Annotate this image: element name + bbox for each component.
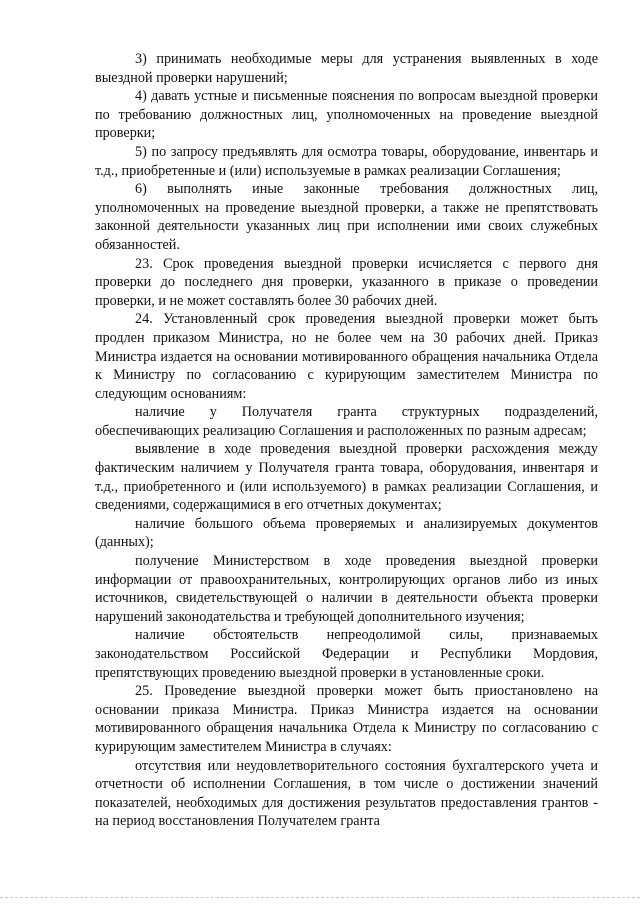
paragraph-clause-25: 25. Проведение выездной проверки может быть приостановлено на основании приказа Министра. Приказ Министра издается на основании мотивированного обращения начальника Отдела к Министру по согласованию с курирующим заместителем Министра в случаях: xyxy=(95,683,598,755)
page-bottom-divider xyxy=(0,897,640,898)
paragraph-item-5: 5) по запросу предъявлять для осмотра товары, оборудование, инвентарь и т.д., приобретенные и (или) используемые в рамках реализации Соглашения; xyxy=(95,143,598,179)
paragraph-item-4: 4) давать устные и письменные пояснения по вопросам выездной проверки по требованию должностных лиц, уполномоченных на проведение выездной проверки; xyxy=(95,88,598,142)
paragraph-ground-2: выявление в ходе проведения выездной проверки расхождения между фактическим наличием у Получателя гранта товара, оборудования, инвентаря и т.д., приобретенного и (или используемого) в рамках реализации Соглашения, и сведениями, содержащимися в его отчетных документах; xyxy=(95,441,598,514)
paragraph-item-3: 3) принимать необходимые меры для устранения выявленных в ходе выездной проверки нарушений; xyxy=(95,51,598,86)
paragraph-clause-23: 23. Срок проведения выездной проверки исчисляется с первого дня проверки до последнего дня проверки, указанного в приказе о проведении проверки, и не может составлять более 30 рабочих дней. xyxy=(95,255,598,309)
document-body xyxy=(95,50,598,831)
paragraph-ground-4: получение Министерством в ходе проведения выездной проверки информации от правоохранительных, контролирующих органов либо из иных источников, свидетельствующей о наличии в деятельности объекта проверки нарушений законодательства и требующей дополнительного изучения; xyxy=(95,553,598,625)
paragraph-clause-24: 24. Установленный срок проведения выездной проверки может быть продлен приказом Министра, но не более чем на 30 рабочих дней. Приказ Министра издается на основании мотивированного обращения начальника Отдела к Министру по согласованию с курирующим заместителем Министра по следующим основаниям: xyxy=(95,311,598,402)
paragraph-ground-5: наличие обстоятельств непреодолимой силы, признаваемых законодательством Российской Федерации и Республики Мордовия, препятствующих проведению выездной проверки в установленные сроки. xyxy=(95,627,598,681)
paragraph-ground-1: наличие у Получателя гранта структурных подразделений, обеспечивающих реализацию Соглашения и расположенных по разным адресам; xyxy=(95,404,598,439)
paragraph-case-1: отсутствия или неудовлетворительного состояния бухгалтерского учета и отчетности об исполнении Соглашения, в том числе о достижении значений показателей, необходимых для достижения результатов предоставления грантов - на период восстановления Получателем гранта xyxy=(95,757,598,830)
paragraph-ground-3: наличие большого объема проверяемых и анализируемых документов (данных); xyxy=(95,515,598,551)
paragraph-item-6: 6) выполнять иные законные требования должностных лиц, уполномоченных на проведение выездной проверки, а также не препятствовать законной деятельности указанных лиц при исполнении ими своих служебных обязанностей. xyxy=(95,181,598,253)
